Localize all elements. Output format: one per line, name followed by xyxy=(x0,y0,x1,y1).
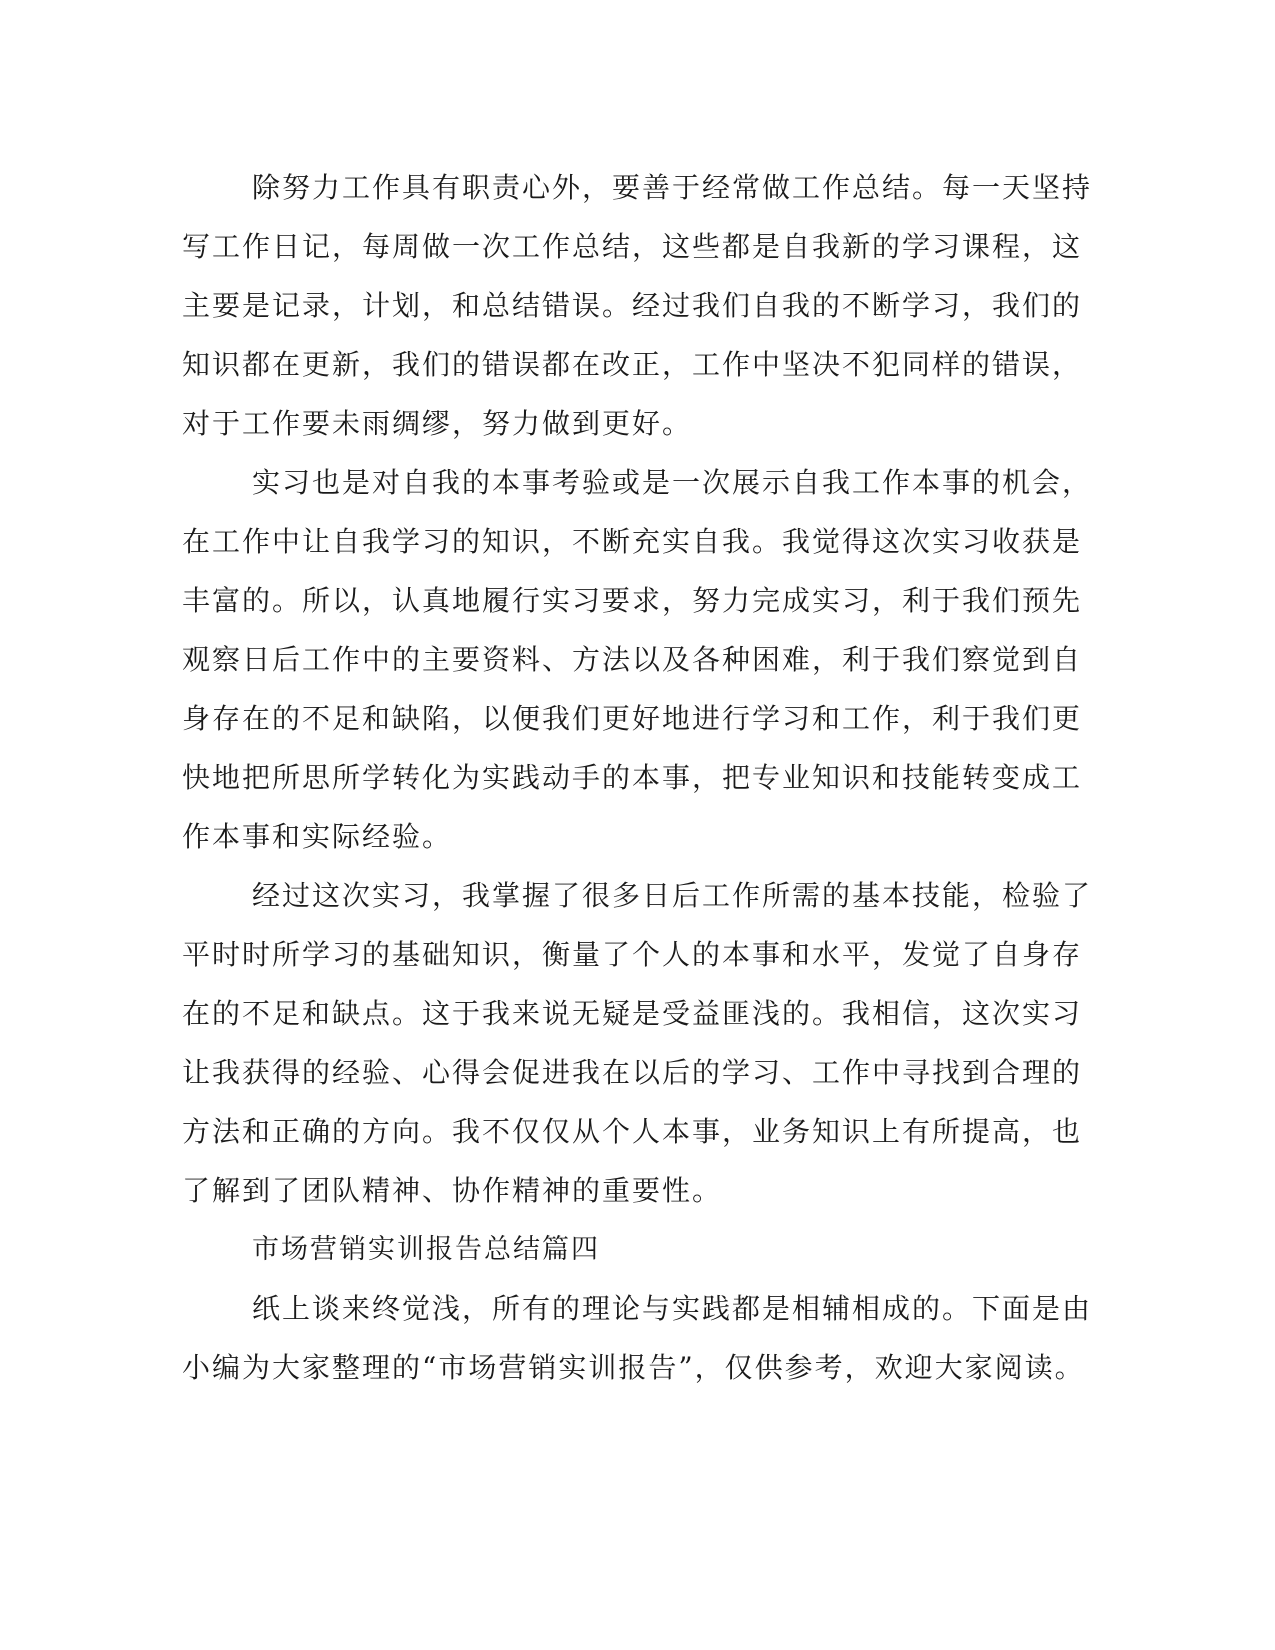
text-line: 了解到了团队精神、协作精神的重要性。 xyxy=(182,1174,723,1207)
text-line: 观察日后工作中的主要资料、方法以及各种困难，利于我们察觉到自 xyxy=(182,643,1083,676)
paragraph-internship-gains xyxy=(182,866,1093,1220)
paragraph-closing xyxy=(182,1279,1093,1397)
text-line: 小编为大家整理的“市场营销实训报告”，仅供参考，欢迎大家阅读。 xyxy=(182,1351,1085,1384)
text-line: 方法和正确的方向。我不仅仅从个人本事，业务知识上有所提高，也 xyxy=(182,1115,1083,1148)
text-line: 经过这次实习，我掌握了很多日后工作所需的基本技能，检验了 xyxy=(252,879,1093,912)
text-line: 主要是记录，计划，和总结错误。经过我们自我的不断学习，我们的 xyxy=(182,289,1083,322)
paragraph-internship-test xyxy=(182,453,1093,866)
text-line: 在工作中让自我学习的知识，不断充实自我。我觉得这次实习收获是 xyxy=(182,525,1083,558)
text-line: 快地把所思所学转化为实践动手的本事，把专业知识和技能转变成工 xyxy=(182,761,1083,794)
text-line: 写工作日记，每周做一次工作总结，这些都是自我新的学习课程，这 xyxy=(182,230,1083,263)
text-line: 丰富的。所以，认真地履行实习要求，努力完成实习，利于我们预先 xyxy=(182,584,1083,617)
section-heading: 市场营销实训报告总结篇四 xyxy=(252,1234,600,1265)
text-line: 纸上谈来终觉浅，所有的理论与实践都是相辅相成的。下面是由 xyxy=(252,1292,1093,1325)
text-line: 身存在的不足和缺陷，以便我们更好地进行学习和工作，利于我们更 xyxy=(182,702,1083,735)
text-line: 对于工作要未雨绸缪，努力做到更好。 xyxy=(182,407,693,440)
text-line: 平时时所学习的基础知识，衡量了个人的本事和水平，发觉了自身存 xyxy=(182,938,1083,971)
text-line: 让我获得的经验、心得会促进我在以后的学习、工作中寻找到合理的 xyxy=(182,1056,1083,1089)
text-line: 实习也是对自我的本事考验或是一次展示自我工作本事的机会， xyxy=(252,466,1093,499)
text-line: 除努力工作具有职责心外，要善于经常做工作总结。每一天坚持 xyxy=(252,171,1093,204)
text-line: 知识都在更新，我们的错误都在改正，工作中坚决不犯同样的错误， xyxy=(182,348,1083,381)
document-body xyxy=(182,158,1093,1397)
paragraph-work-summary xyxy=(182,158,1093,453)
text-line: 在的不足和缺点。这于我来说无疑是受益匪浅的。我相信，这次实习 xyxy=(182,997,1083,1030)
text-line: 作本事和实际经验。 xyxy=(182,820,453,853)
